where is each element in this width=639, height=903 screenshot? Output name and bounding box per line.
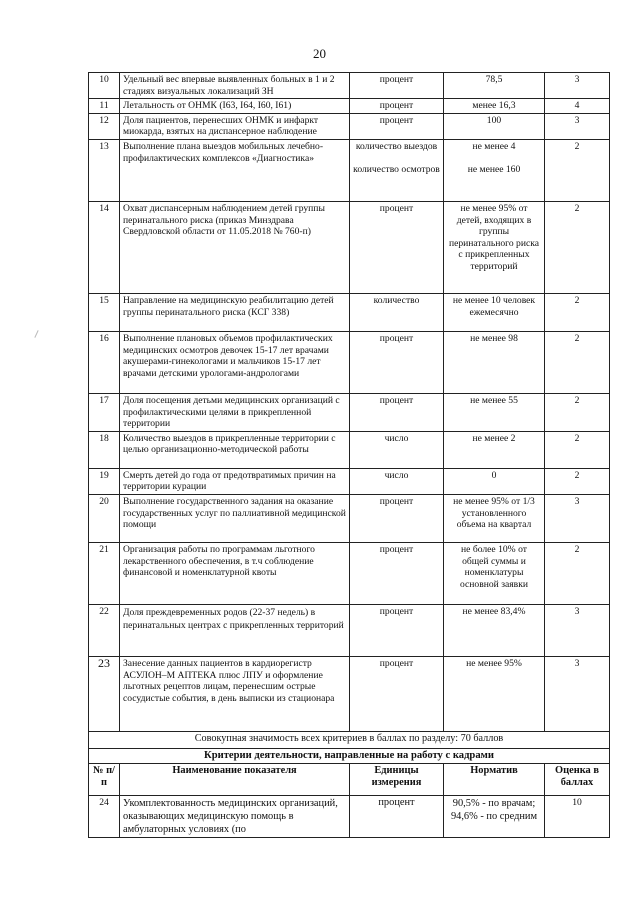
norm-cell: не менее 83,4% <box>444 604 545 656</box>
score-cell: 2 <box>545 468 610 494</box>
table-row <box>89 99 610 114</box>
row-number: 16 <box>89 331 120 393</box>
section-row <box>89 748 610 763</box>
unit-cell: число <box>350 431 444 468</box>
score-cell: 2 <box>545 331 610 393</box>
table-row <box>89 431 610 468</box>
page-number: 20 <box>313 46 326 61</box>
row-number: 18 <box>89 431 120 468</box>
norm-cell: не менее 10 человек ежемесячно <box>444 293 545 331</box>
indicator-name: Выполнение плановых объемов профилактических медицинских осмотров девочек 15-17 лет врачами акушерами-гинекологами и мальчиков 15-17 лет врачами детскими урологами-андрологами <box>120 331 350 393</box>
score-cell: 2 <box>545 139 610 201</box>
row-number: 22 <box>89 604 120 656</box>
header-num: № п/п <box>89 763 120 795</box>
norm-cell: не менее 2 <box>444 431 545 468</box>
unit-trips: количество выездов <box>355 140 438 152</box>
score-cell: 2 <box>545 201 610 293</box>
table-row <box>89 113 610 139</box>
summary-row <box>89 731 610 748</box>
indicator-name: Смерть детей до года от предотвратимых причин на территории курации <box>120 468 350 494</box>
norm-cell: менее 16,3 <box>444 99 545 114</box>
indicator-name: Занесение данных пациентов в кардиорегистр АСУЛОН–М АПТЕКА плюс ЛПУ и оформление льготных рецептов лицам, перенесшим острые сосудистые события, в день выписки из стационара <box>120 656 350 731</box>
unit-cell: процент <box>350 542 444 604</box>
row-number: 15 <box>89 293 120 331</box>
indicator-name: Организация работы по программам льготного лекарственного обеспечения, в т.ч соблюдение финансовой и номенклатурной квоты <box>120 542 350 604</box>
unit-cell: процент <box>350 113 444 139</box>
score-cell: 3 <box>545 494 610 542</box>
row-number: 17 <box>89 393 120 431</box>
score-cell: 2 <box>545 542 610 604</box>
norm-cell: 100 <box>444 113 545 139</box>
row-number: 20 <box>89 494 120 542</box>
unit-exams: количество осмотров <box>353 163 440 175</box>
score-cell: 10 <box>545 795 610 837</box>
score-cell: 3 <box>545 113 610 139</box>
scan-mark <box>34 330 38 338</box>
table-row <box>89 604 610 656</box>
criteria-table <box>88 72 610 838</box>
norm-cell <box>444 139 545 201</box>
unit-cell: процент <box>350 99 444 114</box>
score-cell: 3 <box>545 73 610 99</box>
score-cell: 2 <box>545 293 610 331</box>
row-number: 11 <box>89 99 120 114</box>
row-number: 13 <box>89 139 120 201</box>
indicator-name: Доля преждевременных родов (22-37 недель) в перинатальных центрах с прикрепленных территорий <box>120 604 350 656</box>
norm-cell: 90,5% - по врачам; 94,6% - по средним <box>444 795 545 837</box>
row-number: 12 <box>89 113 120 139</box>
norm-trips: не менее 4 <box>472 140 516 152</box>
score-cell: 2 <box>545 431 610 468</box>
header-name: Наименование показателя <box>120 763 350 795</box>
table-row <box>89 331 610 393</box>
unit-cell: процент <box>350 656 444 731</box>
unit-cell: процент <box>350 201 444 293</box>
header-score: Оценка в баллах <box>545 763 610 795</box>
row-number: 14 <box>89 201 120 293</box>
norm-cell: 0 <box>444 468 545 494</box>
norm-cell: 78,5 <box>444 73 545 99</box>
unit-cell: количество <box>350 293 444 331</box>
norm-cell: не менее 98 <box>444 331 545 393</box>
row-number: 10 <box>89 73 120 99</box>
section-title: Критерии деятельности, направленные на работу с кадрами <box>89 748 610 763</box>
unit-cell <box>350 139 444 201</box>
norm-cell: не менее 55 <box>444 393 545 431</box>
table-row <box>89 393 610 431</box>
table-row <box>89 542 610 604</box>
header-row <box>89 763 610 795</box>
indicator-name: Доля пациентов, перенесших ОНМК и инфаркт миокарда, взятых на диспансерное наблюдение <box>120 113 350 139</box>
unit-cell: процент <box>350 494 444 542</box>
indicator-name: Направление на медицинскую реабилитацию детей группы перинатального риска (КСГ 338) <box>120 293 350 331</box>
row-number: 21 <box>89 542 120 604</box>
indicator-name: Выполнение плана выездов мобильных лечебно-профилактических комплексов «Диагностика» <box>120 139 350 201</box>
score-cell: 3 <box>545 604 610 656</box>
row-number: 19 <box>89 468 120 494</box>
indicator-name: Охват диспансерным наблюдением детей группы перинатального риска (приказ Минздрава Свердловской области от 11.05.2018 № 760-п) <box>120 201 350 293</box>
norm-cell: не более 10% от общей суммы и номенклатуры основной заявки <box>444 542 545 604</box>
table-row <box>89 494 610 542</box>
indicator-name: Летальность от ОНМК (I63, I64, I60, I61) <box>120 99 350 114</box>
header-unit: Единицы измерения <box>350 763 444 795</box>
unit-cell: процент <box>350 73 444 99</box>
indicator-name: Выполнение государственного задания на оказание государственных услуг по паллиативной медицинской помощи <box>120 494 350 542</box>
table-row <box>89 293 610 331</box>
score-cell: 3 <box>545 656 610 731</box>
indicator-name: Укомплектованность медицинских организаций, оказывающих медицинскую помощь в амбулаторных условиях (по <box>120 795 350 837</box>
row-number: 23 <box>89 656 120 731</box>
norm-cell: не менее 95% от 1/3 установленного объема на квартал <box>444 494 545 542</box>
norm-exams: не менее 160 <box>467 163 521 175</box>
score-cell: 4 <box>545 99 610 114</box>
norm-cell: не менее 95% от детей, входящих в группы перинатального риска с прикрепленных территорий <box>444 201 545 293</box>
table-row <box>89 139 610 201</box>
indicator-name: Удельный вес впервые выявленных больных в 1 и 2 стадиях визуальных локализаций ЗН <box>120 73 350 99</box>
unit-cell: процент <box>350 393 444 431</box>
header-norm: Норматив <box>444 763 545 795</box>
norm-cell: не менее 95% <box>444 656 545 731</box>
row-number: 24 <box>89 795 120 837</box>
unit-cell: процент <box>350 795 444 837</box>
table-row <box>89 201 610 293</box>
unit-cell: процент <box>350 604 444 656</box>
unit-cell: число <box>350 468 444 494</box>
unit-cell: процент <box>350 331 444 393</box>
table-row <box>89 656 610 731</box>
score-cell: 2 <box>545 393 610 431</box>
indicator-name: Доля посещения детьми медицинских организаций с профилактическими целями в прикрепленной территории <box>120 393 350 431</box>
section-total: Совокупная значимость всех критериев в баллах по разделу: 70 баллов <box>89 731 610 748</box>
table-row <box>89 468 610 494</box>
table-row <box>89 795 610 837</box>
indicator-name: Количество выездов в прикрепленные территории с целью организационно-методической работы <box>120 431 350 468</box>
table-row <box>89 73 610 99</box>
